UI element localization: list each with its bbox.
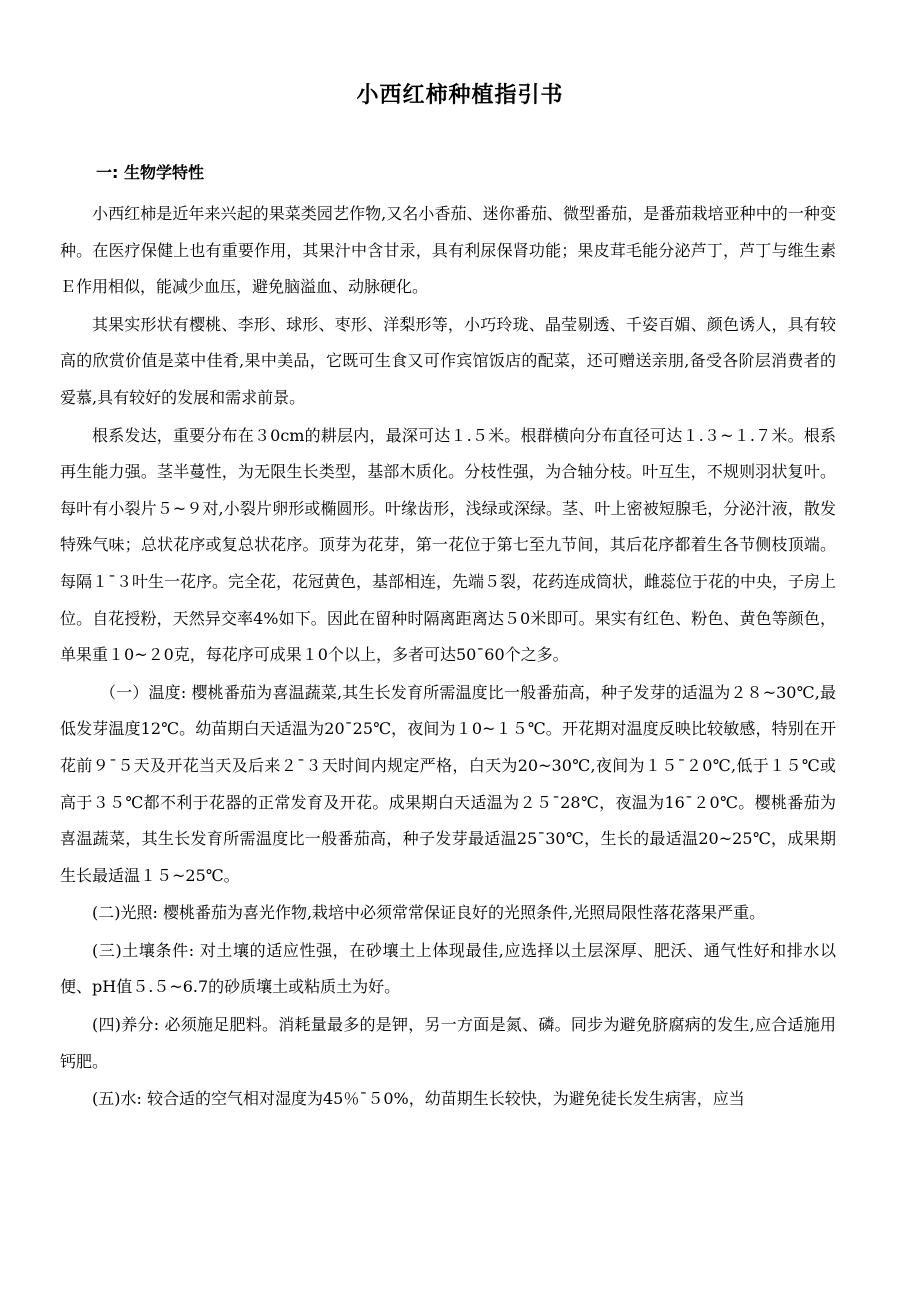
document-body xyxy=(60,196,836,1119)
paragraph-soil: (三)土壤条件: 对土壤的适应性强，在砂壤土上体现最佳,应选择以土层深厚、肥沃、通气性好和排水以便、pH值５.５~6.7的砂质壤土或粘质土为好。 xyxy=(60,940,836,997)
paragraph-root-system: 根系发达，重要分布在３0cm的耕层内，最深可达１.５米。根群横向分布直径可达１.３~１.７米。根系再生能力强。茎半蔓性，为无限生长类型，基部木质化。分枝性强，为合轴分枝。叶互生，不规则羽状复叶。每叶有小裂片５~９对,小裂片卵形或椭圆形。叶缘齿形，浅绿或深绿。茎、叶上密被短腺毛，分泌汁液，散发特殊气味；总状花序或复总状花序。顶芽为花芽，第一花位于第七至九节间，其后花序都着生各节侧枝顶端。每隔１¯３叶生一花序。完全花，花冠黄色，基部相连，先端５裂，花药连成筒状，雌蕊位于花的中央，子房上位。自花授粉，天然异交率4%如下。因此在留种时隔离距离达５0米即可。果实有红色、粉色、黄色等颜色，单果重１0~２0克，每花序可成果１0个以上，多者可达50¯60个之多。 xyxy=(60,425,837,665)
paragraph-light: (二)光照: 樱桃番茄为喜光作物,栽培中必须常常保证良好的光照条件,光照局限性落花落果严重。 xyxy=(92,903,766,923)
paragraph-nutrients: (四)养分: 必须施足肥料。消耗量最多的是钾，另一方面是氮、磷。同步为避免脐腐病的发生,应合适施用钙肥。 xyxy=(60,1015,836,1071)
paragraph-temperature: （一）温度: 樱桃番茄为喜温蔬菜,其生长发育所需温度比一般番茄高，种子发芽的适温为２８~30℃,最低发芽温度12℃。幼苗期白天适温为20¯25℃，夜间为１0~１５℃。开花期对温度反映比较敏感，特别在开花前９¯５天及开花当天及后来２¯３天时间内规定严格，白天为20~30℃,夜间为１５¯２0℃,低于１５℃或高于３５℃都不利于花器的正常发育及开花。成果期白天适温为２５¯28℃，夜温为16¯２0℃。樱桃番茄为喜温蔬菜，其生长发育所需温度比一般番茄高，种子发芽最适温25¯30℃，生长的最适温20~25℃，成果期生长最适温１５~25℃。 xyxy=(60,682,836,885)
paragraph-intro: 小西红柿是近年来兴起的果菜类园艺作物,又名小香茄、迷你番茄、微型番茄，是番茄栽培亚种中的一种变种。在医疗保健上也有重要作用，其果汁中含甘汞，具有利尿保肾功能；果皮茸毛能分泌芦丁，芦丁与维生素Ｅ作用相似，能减少血压，避免脑溢血、动脉硬化。 xyxy=(60,204,836,297)
section-heading-biology: 一: 生物学特性 xyxy=(96,163,204,182)
paragraph-water: (五)水: 较合适的空气相对湿度为45％¯５0%，幼苗期生长较快，为避免徒长发生病害，应当 xyxy=(92,1089,745,1109)
document-title: 小西红柿种植指引书 xyxy=(356,83,564,108)
paragraph-fruit-shape: 其果实形状有樱桃、李形、球形、枣形、洋梨形等，小巧玲珑、晶莹剔透、千姿百媚、颜色诱人，具有较高的欣赏价值是菜中佳肴,果中美品，它既可生食又可作宾馆饭店的配菜，还可赠送亲朋,备受各阶层消费者的爱慕,具有较好的发展和需求前景。 xyxy=(60,314,836,407)
